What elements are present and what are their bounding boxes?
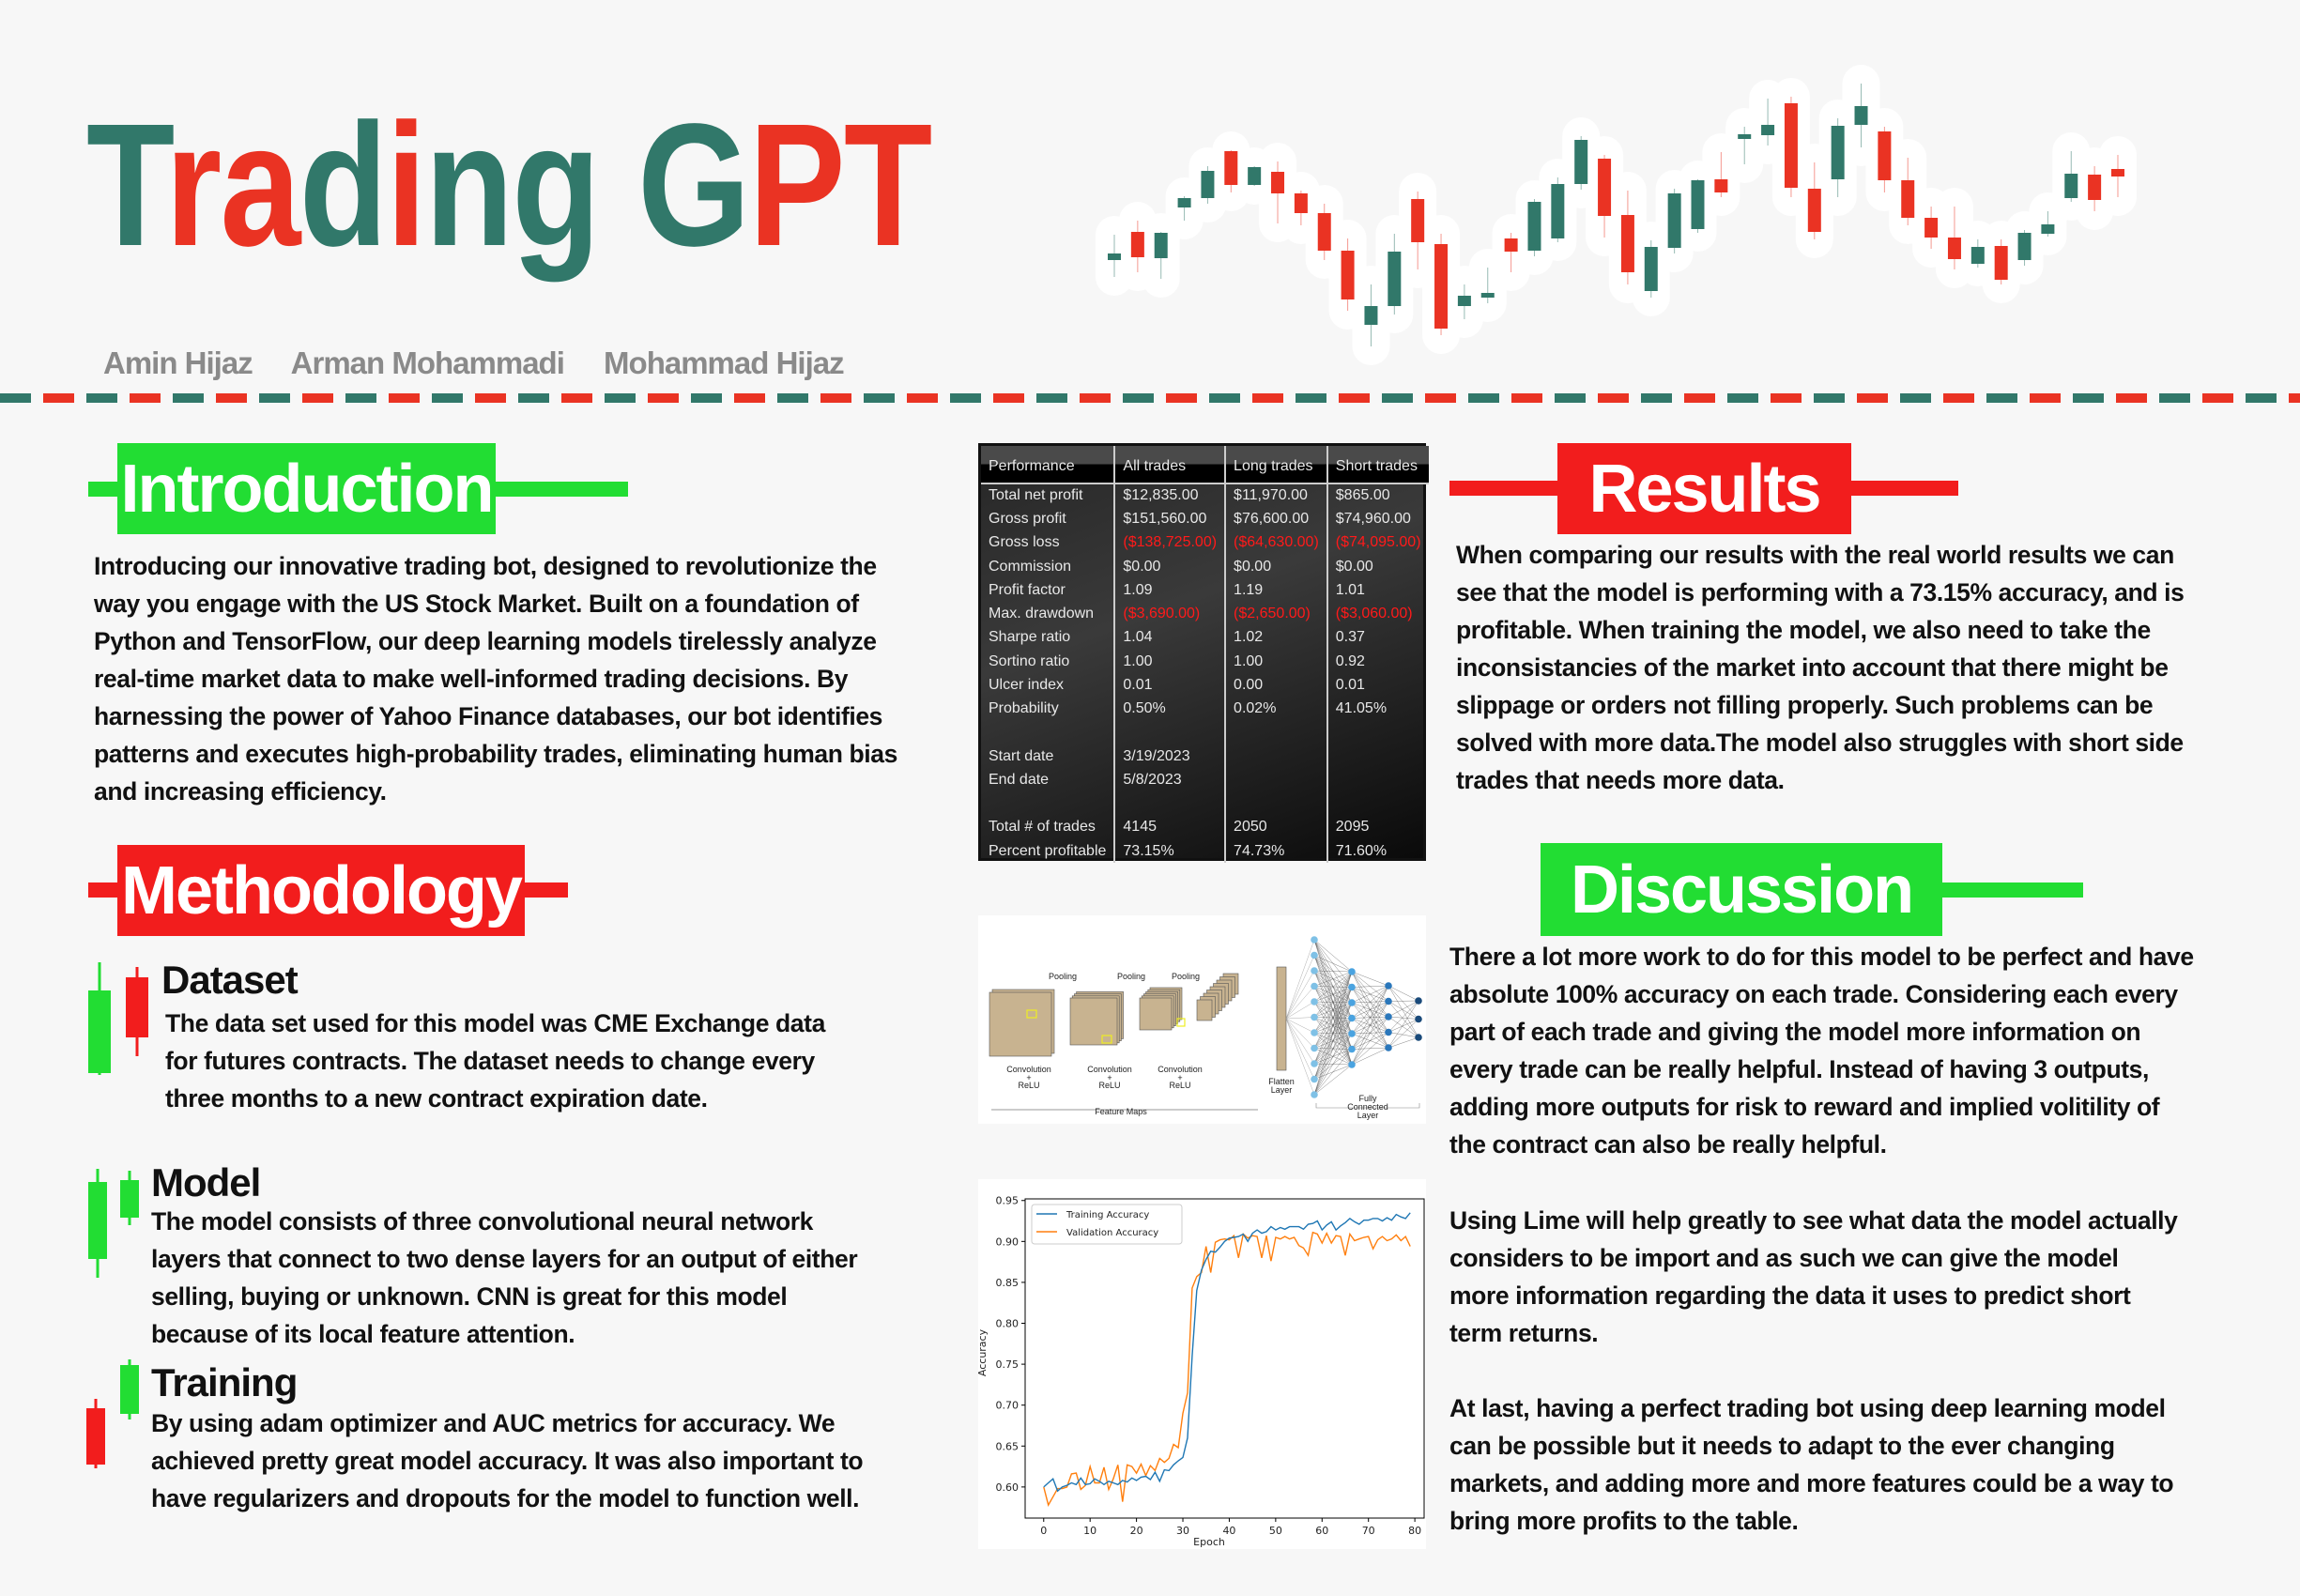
fully-connected-label: Connected [1347, 1102, 1388, 1112]
neuron [1311, 983, 1318, 990]
methodology-heading: Methodology [117, 845, 525, 936]
column-header: Performance [981, 446, 1114, 483]
introduction-text: Introducing our innovative trading bot, designed to revolutionize the way you engage with the US Stock Market. Built on a foundation of Python and TensorFlow, our deep learning models tirelessly analyze real-time market data to make well-informed trading decisions. By harnessing the power of Yahoo Finance databases, our bot identifies patterns and executes high-probability trades, eliminating human bias and increasing efficiency. [94, 552, 897, 806]
table-cell: 3/19/2023 [1114, 744, 1225, 768]
dataset-heading: Dataset [161, 958, 298, 1002]
table-cell [1327, 768, 1429, 791]
table-cell: 71.60% [1335, 842, 1388, 859]
table-cell: $74,960.00 [1335, 510, 1411, 527]
table-cell: Profit factor [981, 578, 1114, 602]
table-row [981, 839, 1429, 863]
neuron [1311, 1091, 1318, 1098]
neuron [1385, 982, 1392, 990]
table-cell [1225, 744, 1327, 768]
table-cell: $11,970.00 [1225, 483, 1327, 507]
table-cell: 1.04 [1114, 626, 1225, 650]
conv-label: Convolution [1087, 1065, 1132, 1074]
table-cell: Total net profit [981, 483, 1114, 507]
candle [1995, 239, 2008, 284]
table-cell [1327, 744, 1429, 768]
candle [1248, 166, 1261, 186]
neuron [1311, 1014, 1318, 1021]
conv-label: + [1177, 1073, 1183, 1082]
feature-map [1197, 1000, 1212, 1021]
column-header: All trades [1114, 446, 1225, 483]
neuron [1311, 1076, 1318, 1083]
table-cell: 74.73% [1225, 839, 1327, 863]
conv-label: + [1026, 1073, 1032, 1082]
author-list [103, 345, 876, 381]
table-cell: 1.09 [1114, 578, 1225, 602]
neuron [1348, 968, 1356, 975]
table-cell: Gross profit [981, 507, 1114, 530]
table-row [981, 768, 1429, 791]
candle [1201, 166, 1214, 204]
feature-map [1070, 998, 1117, 1045]
feature-map [1140, 998, 1172, 1030]
table-cell: 0.00 [1225, 673, 1327, 697]
column-header: Long trades [1225, 446, 1327, 483]
table-cell: ($3,060.00) [1335, 606, 1413, 622]
table-cell: 0.37 [1335, 629, 1365, 646]
y-tick-label: 0.90 [995, 1235, 1019, 1249]
table-cell: 2050 [1225, 816, 1327, 839]
discussion-text: Using Lime will help greatly to see what data the model actually considers to be import and as such we can give the model more information regarding the data it uses to predict short term returns. [1449, 1206, 2178, 1347]
y-tick-label: 0.65 [995, 1440, 1019, 1453]
y-tick-label: 0.85 [995, 1276, 1019, 1289]
neuron [1311, 998, 1318, 1005]
table-cell: ($74,095.00) [1335, 534, 1421, 551]
neuron [1311, 952, 1318, 959]
table-cell: $0.00 [1335, 558, 1373, 575]
table-cell: 4145 [1114, 816, 1225, 839]
discussion-text: There a lot more work to do for this model to be perfect and have absolute 100% accuracy on each trade. Considering each every part of each trade and giving the model more information on every trade can be really helpful. Instead of having 3 outputs, adding more outputs for risk to reward and implied volitility of the contract can also be really helpful. [1449, 943, 2194, 1159]
table-cell: $0.00 [1114, 555, 1225, 578]
candle-icon [84, 1359, 145, 1470]
table-cell: 0.02% [1225, 698, 1327, 721]
author-name: Arman Mohammadi [290, 345, 564, 380]
x-tick-label: 10 [1083, 1525, 1097, 1537]
x-tick-label: 80 [1408, 1525, 1422, 1537]
x-tick-label: 30 [1176, 1525, 1190, 1537]
neuron [1348, 1061, 1356, 1068]
table-cell: 2095 [1335, 819, 1370, 836]
pooling-label: Pooling [1171, 972, 1201, 981]
candle-icon [86, 962, 154, 1077]
table-cell: ($138,725.00) [1114, 531, 1225, 555]
candle [1645, 240, 1658, 298]
table-cell: Percent profitable [981, 839, 1114, 863]
x-tick-label: 20 [1129, 1525, 1143, 1537]
neuron [1415, 1034, 1422, 1041]
table-cell: Probability [981, 698, 1114, 721]
neuron [1348, 1046, 1356, 1053]
model-text: The model consists of three convolutional neural network layers that connect to two dense layers for an output of either selling, buying or unknown. CNN is great for this model because of its local feature attention. [151, 1207, 858, 1348]
conv-label: + [1107, 1073, 1112, 1082]
y-tick-label: 0.60 [995, 1481, 1019, 1494]
x-tick-label: 50 [1268, 1525, 1282, 1537]
conv-label: ReLU [1018, 1081, 1040, 1090]
legend-label: Training Accuracy [1066, 1210, 1150, 1220]
dashed-divider [0, 393, 2300, 403]
conv-label: Convolution [1006, 1065, 1051, 1074]
dataset-text: The data set used for this model was CME Exchange data for futures contracts. The dataset needs to change every three months to a new contract expiration date. [165, 1009, 825, 1113]
y-axis-label: Accuracy [976, 1328, 989, 1377]
neuron [1348, 999, 1356, 1006]
neuron [1311, 1060, 1318, 1067]
y-tick-label: 0.95 [995, 1194, 1019, 1207]
series-line-validation-accuracy [1044, 1233, 1410, 1505]
candle [1574, 136, 1587, 190]
table-row [981, 698, 1429, 721]
table-cell: 1.02 [1225, 626, 1327, 650]
introduction-heading: Introduction [117, 443, 496, 534]
candle-icon [86, 1169, 143, 1280]
table-row [981, 507, 1429, 530]
table-cell: $151,560.00 [1114, 507, 1225, 530]
fully-connected-label: Layer [1357, 1111, 1379, 1120]
candle [1692, 179, 1705, 233]
model-heading: Model [151, 1160, 261, 1205]
table-row [981, 650, 1429, 673]
neuron [1348, 1015, 1356, 1022]
x-tick-label: 70 [1361, 1525, 1375, 1537]
performance-table [978, 443, 1426, 861]
discussion-text: At last, having a perfect trading bot using deep learning model can be possible but it needs to adapt to the ever changing markets, and adding more and more features could be a way to bring more profits to the table. [1449, 1394, 2174, 1535]
conv-label: ReLU [1098, 1081, 1121, 1090]
series-line-training-accuracy [1044, 1213, 1410, 1491]
candle [1551, 177, 1564, 242]
spacer-row [981, 792, 1429, 816]
neuron [1385, 998, 1392, 1005]
neuron [1385, 1029, 1392, 1036]
x-tick-label: 40 [1222, 1525, 1236, 1537]
conv-label: Convolution [1158, 1065, 1203, 1074]
neuron [1311, 936, 1318, 944]
table-cell: $865.00 [1335, 487, 1390, 504]
x-tick-label: 60 [1315, 1525, 1329, 1537]
x-axis-label: Epoch [1193, 1536, 1225, 1548]
table-cell: End date [981, 768, 1114, 791]
spacer-row [981, 721, 1429, 744]
table-cell: Sortino ratio [981, 650, 1114, 673]
table-row [981, 602, 1429, 625]
table-row [981, 531, 1429, 555]
table-cell: 1.01 [1335, 581, 1365, 598]
feature-maps-label: Feature Maps [1095, 1107, 1147, 1116]
neuron [1415, 1016, 1422, 1023]
accuracy-chart [978, 1179, 1426, 1549]
table-cell: 0.50% [1114, 698, 1225, 721]
y-tick-label: 0.75 [995, 1358, 1019, 1372]
table-cell: 0.01 [1335, 677, 1365, 694]
cnn-architecture-diagram [978, 915, 1426, 1124]
table-cell: ($3,690.00) [1114, 602, 1225, 625]
table-cell: 41.05% [1335, 700, 1388, 717]
flatten-layer [1277, 967, 1286, 1070]
neuron [1385, 1044, 1392, 1051]
table-cell: $12,835.00 [1114, 483, 1225, 507]
table-cell: 1.00 [1225, 650, 1327, 673]
table-cell: ($64,630.00) [1225, 531, 1327, 555]
table-cell: Ulcer index [981, 673, 1114, 697]
table-cell: 5/8/2023 [1114, 768, 1225, 791]
author-name: Amin Hijaz [103, 345, 253, 380]
table-row [981, 483, 1429, 507]
results-heading: Results [1557, 443, 1851, 534]
discussion-heading: Discussion [1541, 843, 1942, 936]
y-tick-label: 0.70 [995, 1399, 1019, 1412]
table-cell: $76,600.00 [1225, 507, 1327, 530]
table-cell: 73.15% [1114, 839, 1225, 863]
candle [1785, 97, 1798, 197]
table-cell: $0.00 [1225, 555, 1327, 578]
neuron [1348, 984, 1356, 991]
table-cell: Sharpe ratio [981, 626, 1114, 650]
neuron [1348, 1030, 1356, 1037]
table-cell: Commission [981, 555, 1114, 578]
table-row [981, 816, 1429, 839]
neuron [1311, 1045, 1318, 1052]
x-tick-label: 0 [1040, 1525, 1048, 1537]
table-row [981, 578, 1429, 602]
candle [1527, 199, 1541, 256]
results-text: When comparing our results with the real world results we can see that the model is performing with a 73.15% accuracy, and is profitable. When training the model, we also need to take the inconsistancies of the market into account that there might be slippage or orders not filling properly. Such problems can be solved with more data.The model also struggles with short side trades that needs more data. [1456, 541, 2185, 794]
candlestick-decoration-icon [1103, 61, 2117, 361]
table-cell: 1.19 [1225, 578, 1327, 602]
flatten-label: Layer [1270, 1085, 1293, 1095]
fully-connected-label: Fully [1358, 1094, 1377, 1103]
neuron [1311, 1029, 1318, 1036]
table-cell: Total # of trades [981, 816, 1114, 839]
legend-label: Validation Accuracy [1066, 1228, 1159, 1238]
table-cell: Gross loss [981, 531, 1114, 555]
poster-title: Trading GPT [86, 88, 931, 283]
table-row [981, 555, 1429, 578]
table-cell: 0.01 [1114, 673, 1225, 697]
neuron [1385, 1013, 1392, 1021]
table-cell: 1.00 [1114, 650, 1225, 673]
table-row [981, 673, 1429, 697]
y-tick-label: 0.80 [995, 1317, 1019, 1330]
neuron [1311, 967, 1318, 974]
plot-area [1025, 1199, 1424, 1518]
pooling-label: Pooling [1048, 972, 1078, 981]
pooling-label: Pooling [1116, 972, 1146, 981]
table-cell: Max. drawdown [981, 602, 1114, 625]
table-cell: 0.92 [1335, 652, 1365, 669]
training-text: By using adam optimizer and AUC metrics for accuracy. We achieved pretty great model accuracy. It was also important to have regularizers and dropouts for the model to function well. [151, 1409, 864, 1512]
candle [1434, 234, 1448, 335]
column-header: Short trades [1327, 446, 1429, 483]
conv-label: ReLU [1169, 1081, 1191, 1090]
table-cell: Start date [981, 744, 1114, 768]
table-cell: ($2,650.00) [1225, 602, 1327, 625]
table-cell [1225, 768, 1327, 791]
candle [1668, 189, 1681, 253]
flatten-label: Flatten [1268, 1077, 1295, 1086]
table-row [981, 744, 1429, 768]
table-row [981, 626, 1429, 650]
neuron [1415, 997, 1422, 1005]
author-name: Mohammad Hijaz [604, 345, 844, 380]
feature-map [989, 992, 1051, 1056]
training-heading: Training [151, 1360, 298, 1404]
